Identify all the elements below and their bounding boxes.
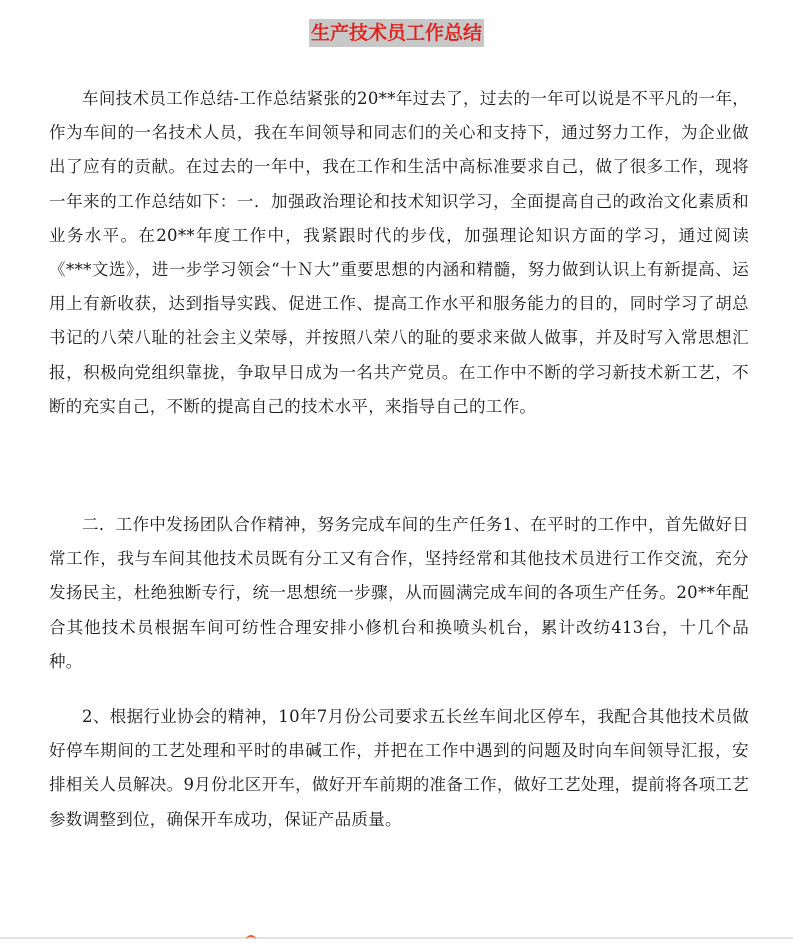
paragraph-3: 2、根据行业协会的精神，10年7月份公司要求五长丝车间北区停车，我配合其他技术员做好停车期间的工艺处理和平时的串碱工作，并把在工作中遇到的问题及时向车间领导汇报，安排相关人员解决。9月份北区开车，做好开车前期的准备工作，做好工艺处理，提前将各项工艺参数调整到位，确保开车成功，保证产品质量。 — [49, 707, 749, 829]
paragraph-2: 二．工作中发扬团队合作精神，努务完成车间的生产任务1、在平时的工作中，首先做好日常工作，我与车间其他技术员既有分工又有合作，坚持经常和其他技术员进行工作交流，充分发扬民主，杜绝独断专行，统一思想统一步骤，从而圆满完成车间的各项生产任务。20**年配合其他技术员根据车间可纺性合理安排小修机台和换喷头机台，累计改纺413台，十几个品种。 — [49, 515, 749, 671]
page-bottom-mark-icon — [246, 935, 256, 943]
page-bottom-divider — [0, 937, 793, 939]
paragraph-1: 车间技术员工作总结-工作总结紧张的20**年过去了，过去的一年可以说是不平凡的一年，作为车间的一名技术人员，我在车间领导和同志们的关心和支持下，通过努力工作，为企业做出了应有的贡献。在过去的一年中，我在工作和生活中高标准要求自己，做了很多工作，现将一年来的工作总结如下：一．加强政治理论和技术知识学习，全面提高自己的政治文化素质和业务水平。在20**年度工作中，我紧跟时代的步伐，加强理论知识方面的学习，通过阅读《***文选》，进一步学习领会“十Ｎ大”重要思想的内涵和精髓，努力做到认识上有新提高、运用上有新收获，达到指导实践、促进工作、提高工作水平和服务能力的目的，同时学习了胡总书记的八荣八耻的社会主义荣辱，并按照八荣八的耻的要求来做人做事，并及时写入常思想汇报，积极向党组织靠拢，争取早日成为一名共产党员。在工作中不断的学习新技术新工艺，不断的充实自己，不断的提高自己的技术水平，来指导自己的工作。 — [49, 89, 749, 416]
document-title: 生产技术员工作总结 — [309, 19, 484, 47]
title-container — [0, 19, 793, 47]
